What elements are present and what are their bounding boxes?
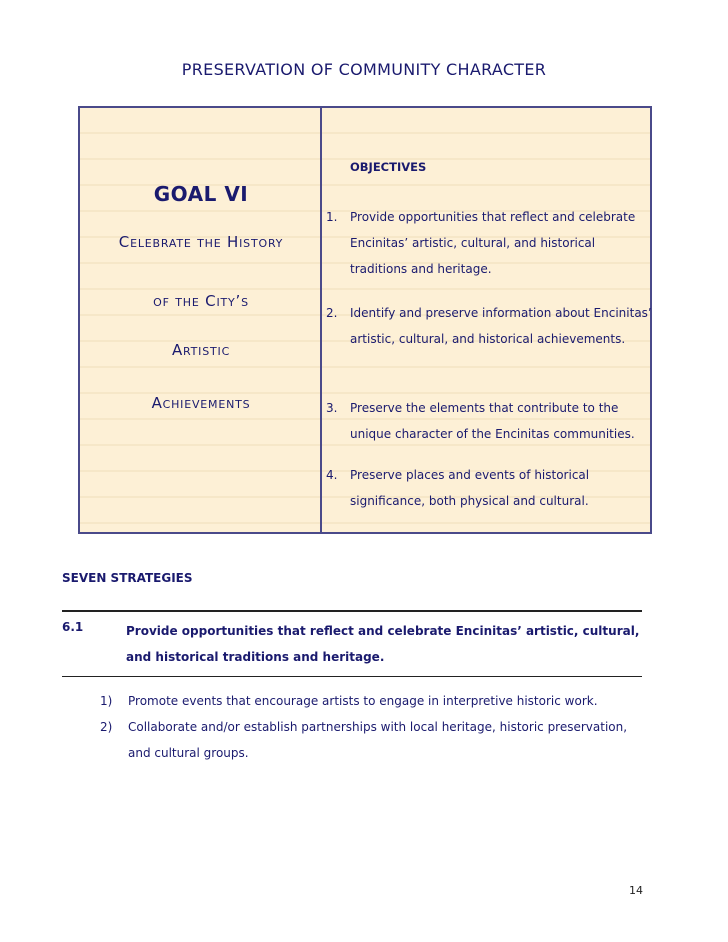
objectives-heading: OBJECTIVES [350, 160, 427, 174]
objective-text: Preserve places and events of historical significance, both physical and cultural. [350, 468, 590, 508]
goal-line-4: Achievements [151, 394, 251, 412]
list-item [100, 688, 640, 714]
objective-item [326, 300, 652, 352]
strategy-block [62, 610, 642, 677]
action-text: Collaborate and/or establish partnerships with local heritage, historic preservation, and cultural groups. [128, 720, 628, 760]
objective-number: 3. [326, 401, 338, 415]
objective-number: 2. [326, 306, 338, 320]
goal-line-2: of the City’s [153, 292, 249, 310]
objective-item [326, 204, 652, 282]
goal-box [78, 106, 652, 534]
action-list [100, 688, 640, 766]
objective-item [326, 395, 652, 447]
action-number: 2) [100, 720, 113, 734]
strategies-heading: SEVEN STRATEGIES [62, 571, 193, 585]
objective-text: Preserve the elements that contribute to the unique character of the Encinitas communities. [350, 401, 635, 441]
list-item [100, 714, 640, 766]
page-title: PRESERVATION OF COMMUNITY CHARACTER [181, 60, 547, 79]
strategy-number: 6.1 [62, 620, 84, 634]
goal-heading: GOAL VI [153, 182, 249, 206]
action-number: 1) [100, 694, 113, 708]
page-number: 14 [629, 884, 643, 897]
goal-panel [80, 108, 322, 532]
strategy-text: Provide opportunities that reflect and celebrate Encinitas’ artistic, cultural, and historical traditions and heritage. [126, 624, 640, 664]
objective-number: 1. [326, 210, 338, 224]
objective-text: Provide opportunities that reflect and celebrate Encinitas’ artistic, cultural, and historical traditions and heritage. [350, 210, 636, 276]
action-text: Promote events that encourage artists to engage in interpretive historic work. [128, 694, 598, 708]
objective-text: Identify and preserve information about Encinitas’ artistic, cultural, and historical achievements. [350, 306, 652, 346]
objective-item [326, 462, 652, 514]
goal-line-3: Artistic [171, 341, 231, 359]
goal-line-1: Celebrate the History [118, 233, 284, 251]
objective-number: 4. [326, 468, 338, 482]
